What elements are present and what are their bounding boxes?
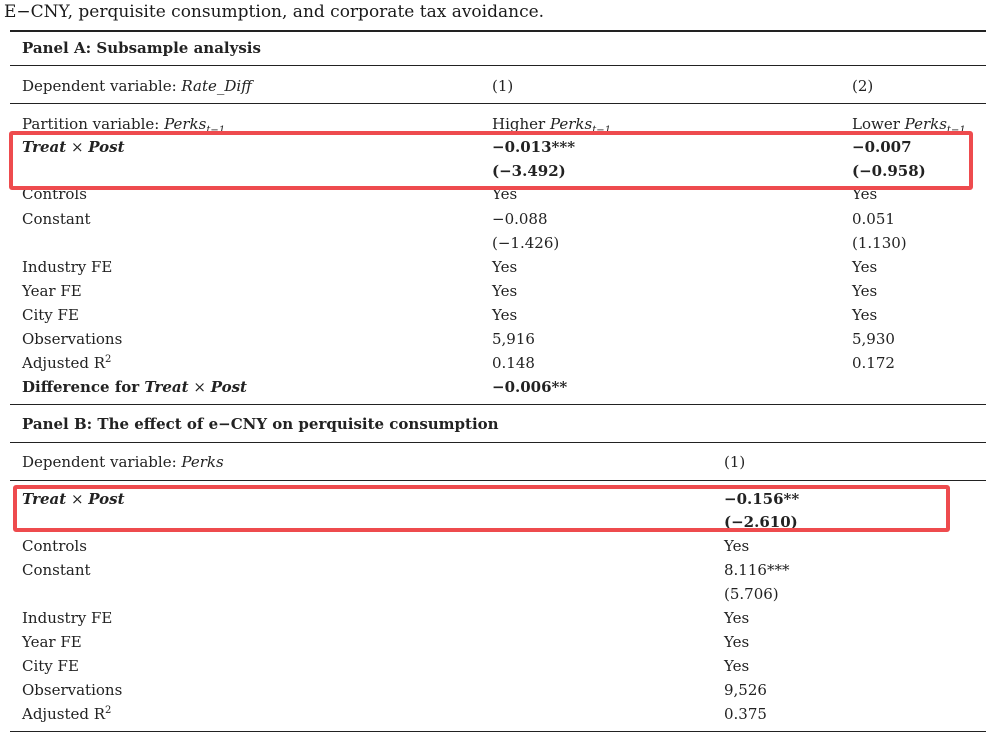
difference-value: −0.006** <box>492 378 568 396</box>
panel-a-observations-label: Observations <box>22 330 123 348</box>
panel-a-treat-post-label: Treat × Post <box>22 138 125 156</box>
panel-a-city-fe-1: Yes <box>492 306 518 324</box>
panel-b-city-fe-1: Yes <box>724 657 750 675</box>
panel-a-treat-t-2: (−0.958) <box>852 162 926 180</box>
panel-b-adjusted-r2-1: 0.375 <box>724 705 767 723</box>
panel-b-constant-t: (5.706) <box>724 585 779 603</box>
panel-a-adjusted-r2-2: 0.172 <box>852 354 895 372</box>
panel-b-observations-label: Observations <box>22 681 123 699</box>
bottom-rule <box>10 731 986 732</box>
panel-a-city-fe-label: City FE <box>22 306 79 324</box>
panel-a-column-2: (2) <box>852 77 874 95</box>
panel-a-header-rule <box>10 103 986 104</box>
table-caption: E−CNY, perquisite consumption, and corporate tax avoidance. <box>4 2 545 22</box>
panel-b-adjusted-r2-label: Adjusted $R^2$ <box>22 705 112 723</box>
panel-a-industry-fe-2: Yes <box>852 258 878 276</box>
panel-a-controls-label: Controls <box>22 185 87 203</box>
difference-label: Difference for Treat × Post <box>22 378 247 396</box>
panel-a-treat-coef-1: −0.013*** <box>492 138 576 156</box>
panel-a-constant-coef-1: −0.088 <box>492 210 548 228</box>
lower-perks-header: Lower Perks$_{t-1}$ <box>852 115 966 136</box>
panel-b-constant-label: Constant <box>22 561 91 579</box>
panel-b-year-fe-1: Yes <box>724 633 750 651</box>
panel-a-industry-fe-label: Industry FE <box>22 258 113 276</box>
panel-b-industry-fe-1: Yes <box>724 609 750 627</box>
panel-b-treat-t: (−2.610) <box>724 513 798 531</box>
panel-a-bottom-rule <box>10 404 986 405</box>
panel-a-industry-fe-1: Yes <box>492 258 518 276</box>
higher-perks-header: Higher Perks$_{t-1}$ <box>492 115 611 136</box>
panel-a-title-rule <box>10 65 986 66</box>
panel-b-city-fe-label: City FE <box>22 657 79 675</box>
panel-a-year-fe-2: Yes <box>852 282 878 300</box>
panel-a-dependent-variable: Dependent variable: Rate_Diff <box>22 77 252 95</box>
panel-a-treat-t-1: (−3.492) <box>492 162 566 180</box>
panel-a-city-fe-2: Yes <box>852 306 878 324</box>
highlight-box-panel-b <box>13 485 950 532</box>
panel-a-year-fe-label: Year FE <box>22 282 82 300</box>
panel-b-title-rule <box>10 442 986 443</box>
panel-a-constant-label: Constant <box>22 210 91 228</box>
panel-a-treat-coef-2: −0.007 <box>852 138 912 156</box>
panel-a-constant-coef-2: 0.051 <box>852 210 895 228</box>
panel-a-observations-1: 5,916 <box>492 330 535 348</box>
panel-b-controls-label: Controls <box>22 537 87 555</box>
panel-a-title: Panel A: Subsample analysis <box>22 39 261 57</box>
panel-a-adjusted-r2-label: Adjusted $R^2$ <box>22 354 112 372</box>
panel-a-controls-1: Yes <box>492 185 518 203</box>
panel-b-dependent-variable: Dependent variable: Perks <box>22 453 224 471</box>
panel-b-column-1: (1) <box>724 453 746 471</box>
panel-a-adjusted-r2-1: 0.148 <box>492 354 535 372</box>
panel-b-treat-post-label: Treat × Post <box>22 490 125 508</box>
panel-a-constant-t-2: (1.130) <box>852 234 907 252</box>
panel-b-header-rule <box>10 480 986 481</box>
panel-b-title: Panel B: The effect of e−CNY on perquisite consumption <box>22 415 499 433</box>
panel-b-observations-1: 9,526 <box>724 681 767 699</box>
panel-b-constant-coef: 8.116*** <box>724 561 790 579</box>
panel-b-year-fe-label: Year FE <box>22 633 82 651</box>
top-rule <box>10 30 986 32</box>
highlight-box-panel-a <box>9 131 973 190</box>
panel-b-controls-1: Yes <box>724 537 750 555</box>
panel-b-treat-coef: −0.156** <box>724 490 800 508</box>
panel-a-year-fe-1: Yes <box>492 282 518 300</box>
panel-a-constant-t-1: (−1.426) <box>492 234 560 252</box>
panel-b-industry-fe-label: Industry FE <box>22 609 113 627</box>
partition-variable-label: Partition variable: Perks$_{t-1}$ <box>22 115 226 136</box>
panel-a-observations-2: 5,930 <box>852 330 895 348</box>
panel-a-controls-2: Yes <box>852 185 878 203</box>
panel-a-column-1: (1) <box>492 77 514 95</box>
